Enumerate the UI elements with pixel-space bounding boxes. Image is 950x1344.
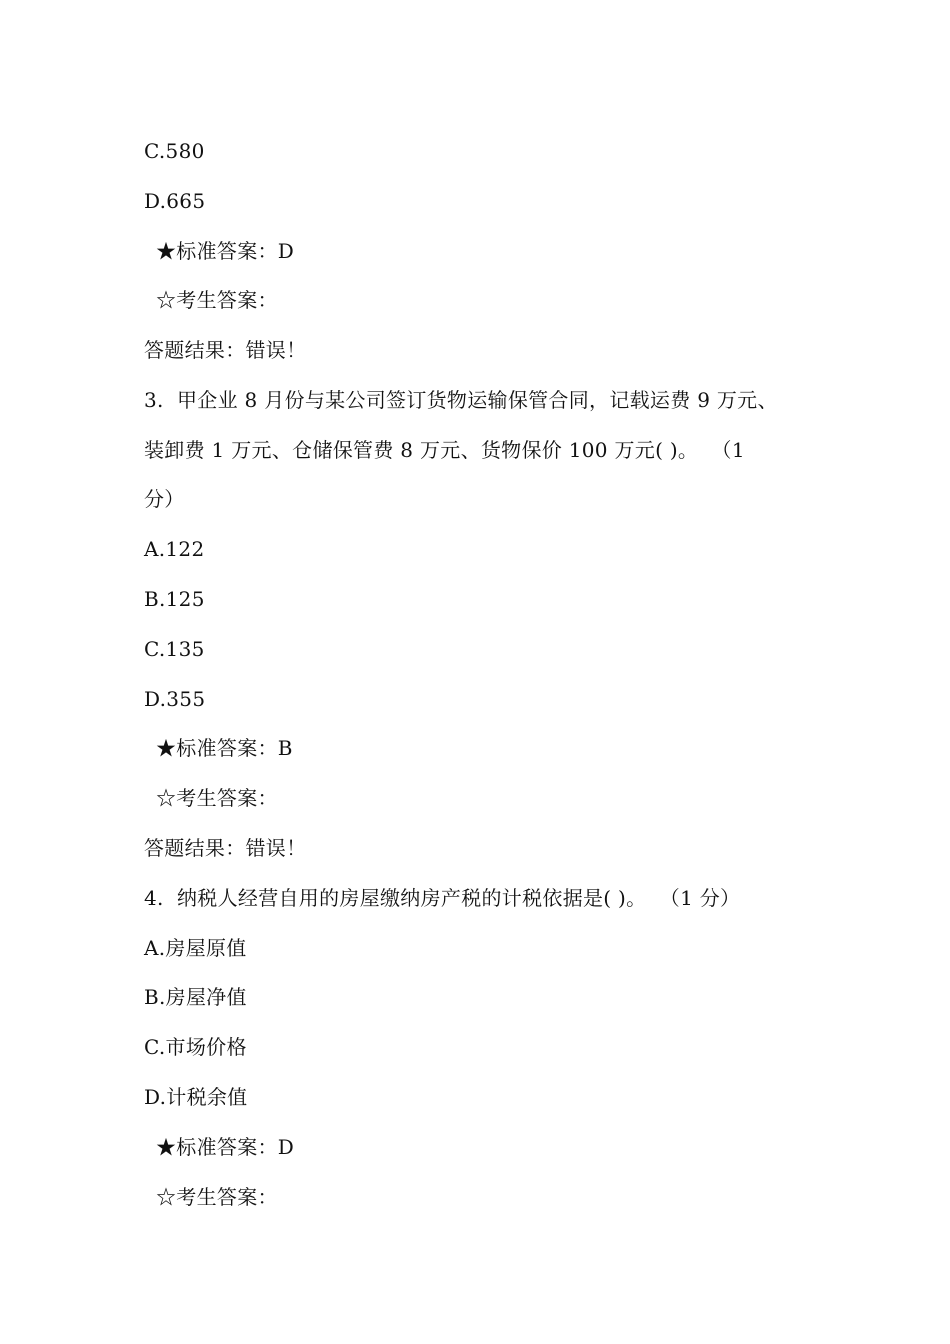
q3-stem-line1: 3. 甲企业 8 月份与某公司签订货物运输保管合同，记载运费 9 万元、 bbox=[144, 388, 778, 412]
q3-result: 答题结果：错误！ bbox=[144, 836, 307, 860]
q4-option-d: D.计税余值 bbox=[144, 1085, 248, 1109]
q2-option-c: C.580 bbox=[144, 139, 205, 163]
q3-standard-answer: ★标准答案：B bbox=[156, 736, 293, 760]
q3-option-b: B.125 bbox=[144, 587, 205, 611]
q2-result: 答题结果：错误！ bbox=[144, 338, 307, 362]
q2-standard-answer: ★标准答案：D bbox=[156, 239, 295, 263]
q2-option-d: D.665 bbox=[144, 189, 206, 213]
q4-stem-line1: 4. 纳税人经营自用的房屋缴纳房产税的计税依据是( )。 （1 分） bbox=[144, 886, 741, 910]
q4-student-answer: ☆考生答案： bbox=[156, 1185, 278, 1209]
q3-option-a: A.122 bbox=[144, 537, 205, 561]
q4-option-a: A.房屋原值 bbox=[144, 936, 247, 960]
q3-option-d: D.355 bbox=[144, 687, 206, 711]
q3-stem-line3: 分） bbox=[144, 487, 185, 511]
q4-option-b: B.房屋净值 bbox=[144, 985, 247, 1009]
q2-student-answer: ☆考生答案： bbox=[156, 288, 278, 312]
q4-option-c: C.市场价格 bbox=[144, 1035, 247, 1059]
q3-option-c: C.135 bbox=[144, 637, 205, 661]
q3-stem-line2: 装卸费 1 万元、仓储保管费 8 万元、货物保价 100 万元( )。 （1 bbox=[144, 438, 745, 462]
q3-student-answer: ☆考生答案： bbox=[156, 786, 278, 810]
q4-standard-answer: ★标准答案：D bbox=[156, 1135, 295, 1159]
